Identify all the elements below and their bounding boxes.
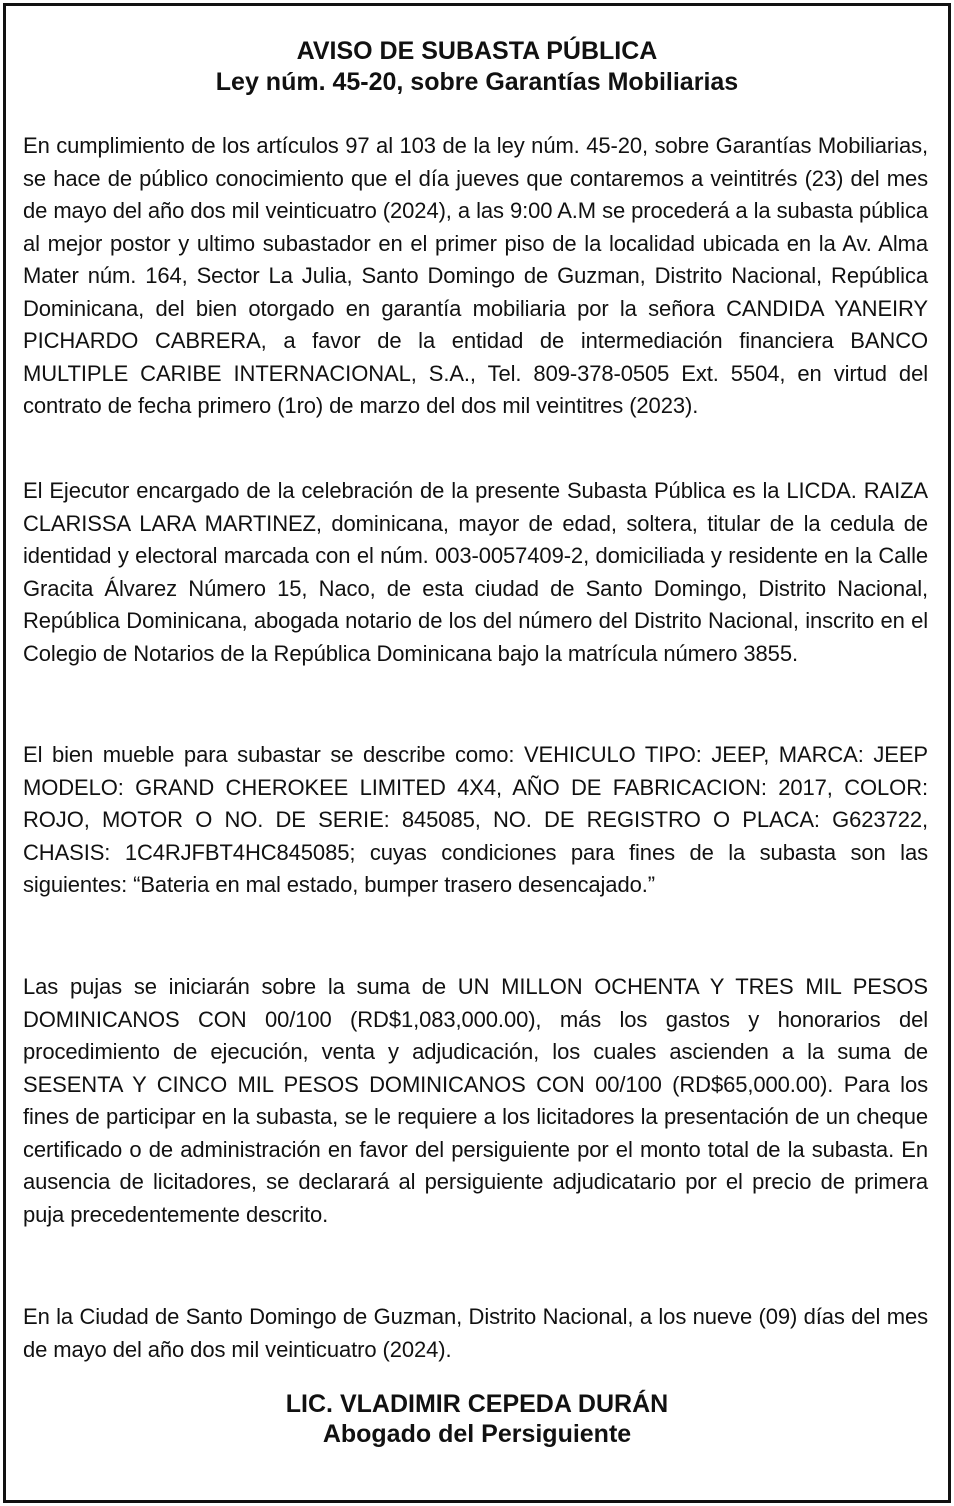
notice-title: AVISO DE SUBASTA PÚBLICA [296,37,658,65]
signature-role: Abogado del Persiguiente [322,1420,632,1448]
paragraph-text: El Ejecutor encargado de la celebración de la presente Subasta Pública es la LICDA. RAIZA CLARISSA LARA MARTINEZ, dominicana, mayor de edad, soltera, titular de la cedula de identidad y electoral marcada con el núm. 003-0057409-2, domiciliada y residente en la Calle Gracita Álvarez Número 15, Naco, de esta ciudad de Santo Domingo, Distrito Nacional, República Dominicana, abogada notario de los del número del Distrito Nacional, inscrito en el Colegio de Notarios de la República Dominicana bajo la matrícula número 3855. [23,478,928,666]
paragraph-executor [23,475,928,670]
notice-header [6,36,948,98]
paragraph-text: En cumplimiento de los artículos 97 al 103 de la ley núm. 45-20, sobre Garantías Mobiliarias, se hace de público conocimiento que el día jueves que contaremos a veintitrés (23) del mes de mayo del año dos mil veinticuatro (2024), a las 9:00 A.M se procederá a la subasta pública al mejor postor y ultimo subastador en el primer piso de la localidad ubicada en la Av. Alma Mater núm. 164, Sector La Julia, Santo Domingo de Guzman, Distrito Nacional, República Dominicana, del bien otorgado en garantía mobiliaria por la señora CANDIDA YANEIRY PICHARDO CABRERA, a favor de la entidad de intermediación financiera BANCO MULTIPLE CARIBE INTERNACIONAL, S.A., Tel. 809-378-0505 Ext. 5504, en virtud del contrato de fecha primero (1ro) de marzo del dos mil veintitres (2023). [23,133,928,418]
paragraph-text: El bien mueble para subastar se describe como: VEHICULO TIPO: JEEP, MARCA: JEEP MODELO: GRAND CHEROKEE LIMITED 4X4, AÑO DE FABRICACION: 2017, COLOR: ROJO, MOTOR O NO. DE SERIE: 845085, NO. DE REGISTRO O PLACA: G623722, CHASIS: 1C4RJFBT4HC845085; cuyas condiciones para fines de la subasta son las siguientes: “Bateria en mal estado, bumper trasero desencajado.” [23,742,928,897]
paragraph-announcement [23,130,928,423]
paragraph-place-date [23,1301,928,1366]
paragraph-bidding-terms [23,971,928,1231]
paragraph-vehicle-description [23,739,928,902]
signature-block [6,1389,948,1449]
paragraph-text: En la Ciudad de Santo Domingo de Guzman, Distrito Nacional, a los nueve (09) días del mes de mayo del año dos mil veinticuatro (2024). [23,1304,928,1362]
signature-name: LIC. VLADIMIR CEPEDA DURÁN [285,1390,669,1418]
auction-notice [3,3,951,1503]
notice-subtitle: Ley núm. 45-20, sobre Garantías Mobiliarias [215,68,739,96]
paragraph-text: Las pujas se iniciarán sobre la suma de UN MILLON OCHENTA Y TRES MIL PESOS DOMINICANOS CON 00/100 (RD$1,083,000.00), más los gastos y honorarios del procedimiento de ejecución, venta y adjudicación, los cuales ascienden a la suma de SESENTA Y CINCO MIL PESOS DOMINICANOS CON 00/100 (RD$65,000.00). Para los fines de participar en la subasta, se le requiere a los licitadores la presentación de un cheque certificado o de administración en favor del persiguiente por el monto total de la subasta. En ausencia de licitadores, se declarará al persiguiente adjudicatario por el precio de primera puja precedentemente descrito. [23,974,928,1227]
